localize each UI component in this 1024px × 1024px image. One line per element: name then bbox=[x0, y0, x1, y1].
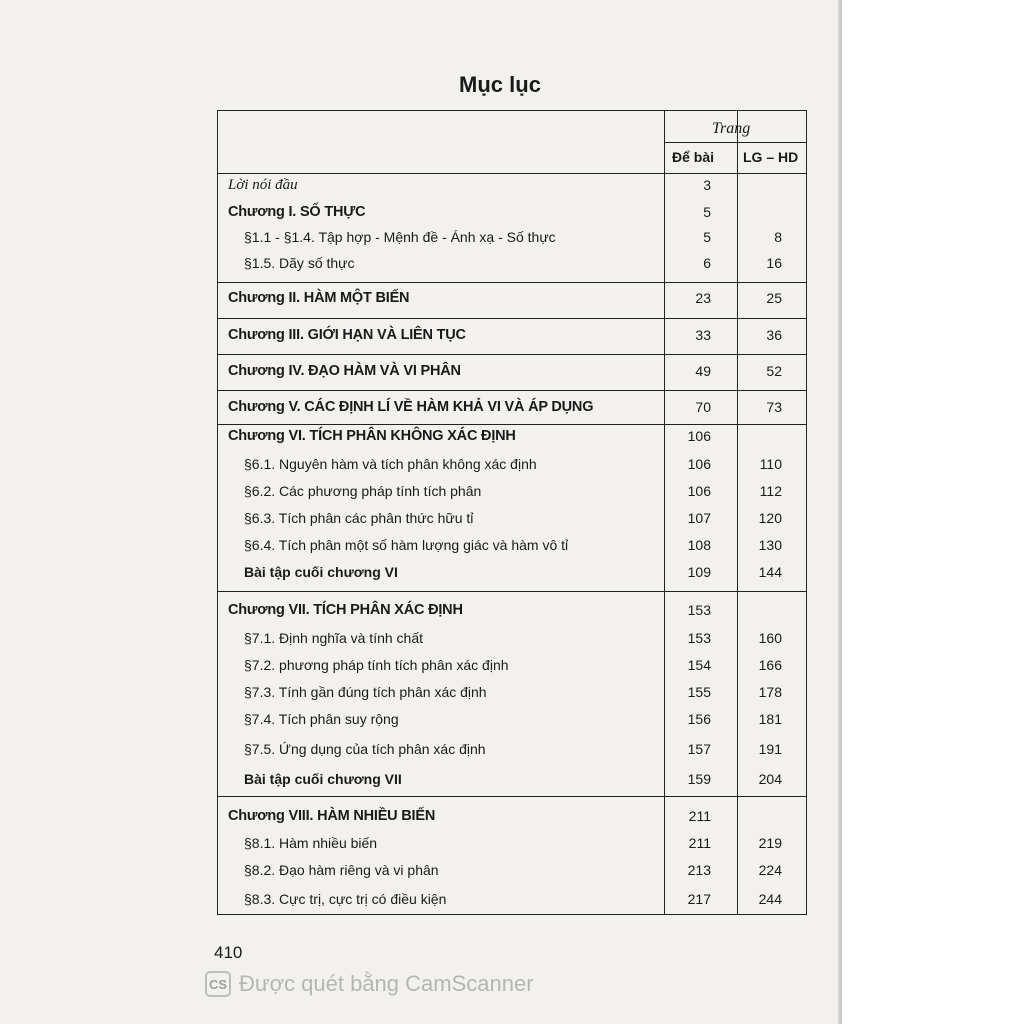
toc-entry-chapter: Chương II. HÀM MỘT BIẾN bbox=[228, 290, 410, 306]
exercise-page: 107 bbox=[687, 510, 711, 526]
solution-page: 204 bbox=[758, 771, 782, 787]
solution-page: 52 bbox=[766, 363, 782, 379]
solution-page: 110 bbox=[759, 456, 782, 472]
exercise-page: 159 bbox=[687, 771, 711, 787]
exercise-page: 23 bbox=[695, 290, 711, 306]
page-title: Mục lục bbox=[459, 72, 541, 97]
camscanner-logo-icon: CS bbox=[205, 971, 231, 997]
exercise-page: 217 bbox=[687, 891, 711, 907]
exercise-page: 154 bbox=[687, 657, 711, 673]
solution-page: 25 bbox=[766, 290, 782, 306]
exercise-page: 106 bbox=[687, 428, 711, 444]
row-divider bbox=[218, 282, 806, 283]
row-divider bbox=[218, 318, 806, 319]
solution-page: 8 bbox=[774, 229, 782, 245]
row-divider bbox=[218, 390, 806, 391]
exercise-page: 3 bbox=[703, 177, 711, 193]
solution-page: 73 bbox=[766, 399, 782, 415]
toc-entry-section: §7.2. phương pháp tính tích phân xác định bbox=[244, 657, 509, 673]
row-divider bbox=[218, 796, 806, 797]
solution-page: 224 bbox=[758, 862, 782, 878]
exercise-page: 70 bbox=[695, 399, 711, 415]
toc-entry-chapter: Chương VIII. HÀM NHIỀU BIẾN bbox=[228, 808, 436, 824]
toc-entry-section: §8.1. Hàm nhiều biến bbox=[244, 835, 378, 851]
solution-page: 219 bbox=[758, 835, 782, 851]
exercise-page: 108 bbox=[687, 537, 711, 553]
exercise-page: 157 bbox=[687, 741, 711, 757]
toc-entry-section: §6.2. Các phương pháp tính tích phân bbox=[244, 483, 482, 499]
row-divider bbox=[218, 424, 806, 425]
toc-entry-section: §6.1. Nguyên hàm và tích phân không xác định bbox=[244, 456, 537, 472]
toc-entry-chapter: Chương VII. TÍCH PHÂN XÁC ĐỊNH bbox=[228, 602, 463, 618]
toc-entry-section: §7.1. Định nghĩa và tính chất bbox=[244, 630, 424, 646]
toc-entry-section: §1.1 - §1.4. Tập hợp - Mệnh đề - Ánh xạ - Số thực bbox=[244, 229, 556, 245]
header-divider bbox=[664, 142, 806, 143]
toc-entry-exercise: Bài tập cuối chương VI bbox=[244, 564, 398, 580]
exercise-page: 5 bbox=[703, 229, 711, 245]
exercise-page: 213 bbox=[687, 862, 711, 878]
solution-page: 36 bbox=[766, 327, 782, 343]
toc-entry-section: §7.4. Tích phân suy rộng bbox=[244, 711, 399, 727]
exercise-page: 33 bbox=[695, 327, 711, 343]
solution-page: 16 bbox=[766, 255, 782, 271]
exercise-page: 49 bbox=[695, 363, 711, 379]
exercise-page: 156 bbox=[687, 711, 711, 727]
toc-entry-chapter: Chương V. CÁC ĐỊNH LÍ VỀ HÀM KHẢ VI VÀ ÁP DỤNG bbox=[228, 399, 594, 415]
header-trang: Trang bbox=[712, 120, 751, 137]
solution-page: 178 bbox=[758, 684, 782, 700]
toc-entry-chapter: Chương III. GIỚI HẠN VÀ LIÊN TỤC bbox=[228, 327, 466, 343]
solution-page: 191 bbox=[758, 741, 782, 757]
toc-entry-section: §7.5. Ứng dụng của tích phân xác định bbox=[244, 741, 486, 757]
toc-entry-section: §8.3. Cực trị, cực trị có điều kiện bbox=[244, 891, 447, 907]
toc-entry-section: §6.4. Tích phân một số hàm lượng giác và hàm vô tỉ bbox=[244, 537, 569, 553]
solution-page: 160 bbox=[758, 630, 782, 646]
solution-page: 144 bbox=[758, 564, 782, 580]
exercise-page: 5 bbox=[703, 204, 711, 220]
exercise-page: 109 bbox=[687, 564, 711, 580]
header-exercise: Để bài bbox=[672, 149, 715, 165]
toc-entry-section: §8.2. Đạo hàm riêng và vi phân bbox=[244, 862, 439, 878]
exercise-page: 211 bbox=[688, 835, 711, 851]
toc-entry-chapter: Chương VI. TÍCH PHÂN KHÔNG XÁC ĐỊNH bbox=[228, 428, 516, 444]
solution-page: 130 bbox=[758, 537, 782, 553]
exercise-page: 153 bbox=[687, 602, 711, 618]
exercise-page: 155 bbox=[687, 684, 711, 700]
toc-entry-section: §1.5. Dãy số thực bbox=[244, 255, 355, 271]
toc-entry-section: §6.3. Tích phân các phân thức hữu tỉ bbox=[244, 510, 474, 526]
solution-page: 166 bbox=[758, 657, 782, 673]
toc-entry-chapter: Chương I. SỐ THỰC bbox=[228, 204, 366, 220]
exercise-page: 211 bbox=[688, 808, 711, 824]
watermark-text: Được quét bằng CamScanner bbox=[239, 971, 534, 996]
solution-page: 120 bbox=[758, 510, 782, 526]
exercise-page: 106 bbox=[687, 483, 711, 499]
exercise-page: 153 bbox=[687, 630, 711, 646]
row-divider bbox=[218, 354, 806, 355]
header-solution: LG – HD bbox=[743, 149, 799, 165]
page-number: 410 bbox=[214, 943, 243, 962]
toc-table bbox=[217, 110, 807, 915]
camscanner-watermark bbox=[205, 971, 534, 997]
toc-entry-section: §7.3. Tính gần đúng tích phân xác định bbox=[244, 684, 487, 700]
toc-entry-exercise: Bài tập cuối chương VII bbox=[244, 771, 402, 787]
solution-page: 181 bbox=[758, 711, 782, 727]
solution-page: 244 bbox=[758, 891, 782, 907]
row-divider bbox=[218, 173, 806, 174]
exercise-page: 106 bbox=[687, 456, 711, 472]
page-edge bbox=[842, 0, 1024, 1024]
toc-entry-intro: Lời nói đầu bbox=[228, 177, 298, 193]
exercise-page: 6 bbox=[703, 255, 711, 271]
row-divider bbox=[218, 591, 806, 592]
solution-page: 112 bbox=[759, 483, 782, 499]
toc-entry-chapter: Chương IV. ĐẠO HÀM VÀ VI PHÂN bbox=[228, 363, 461, 379]
